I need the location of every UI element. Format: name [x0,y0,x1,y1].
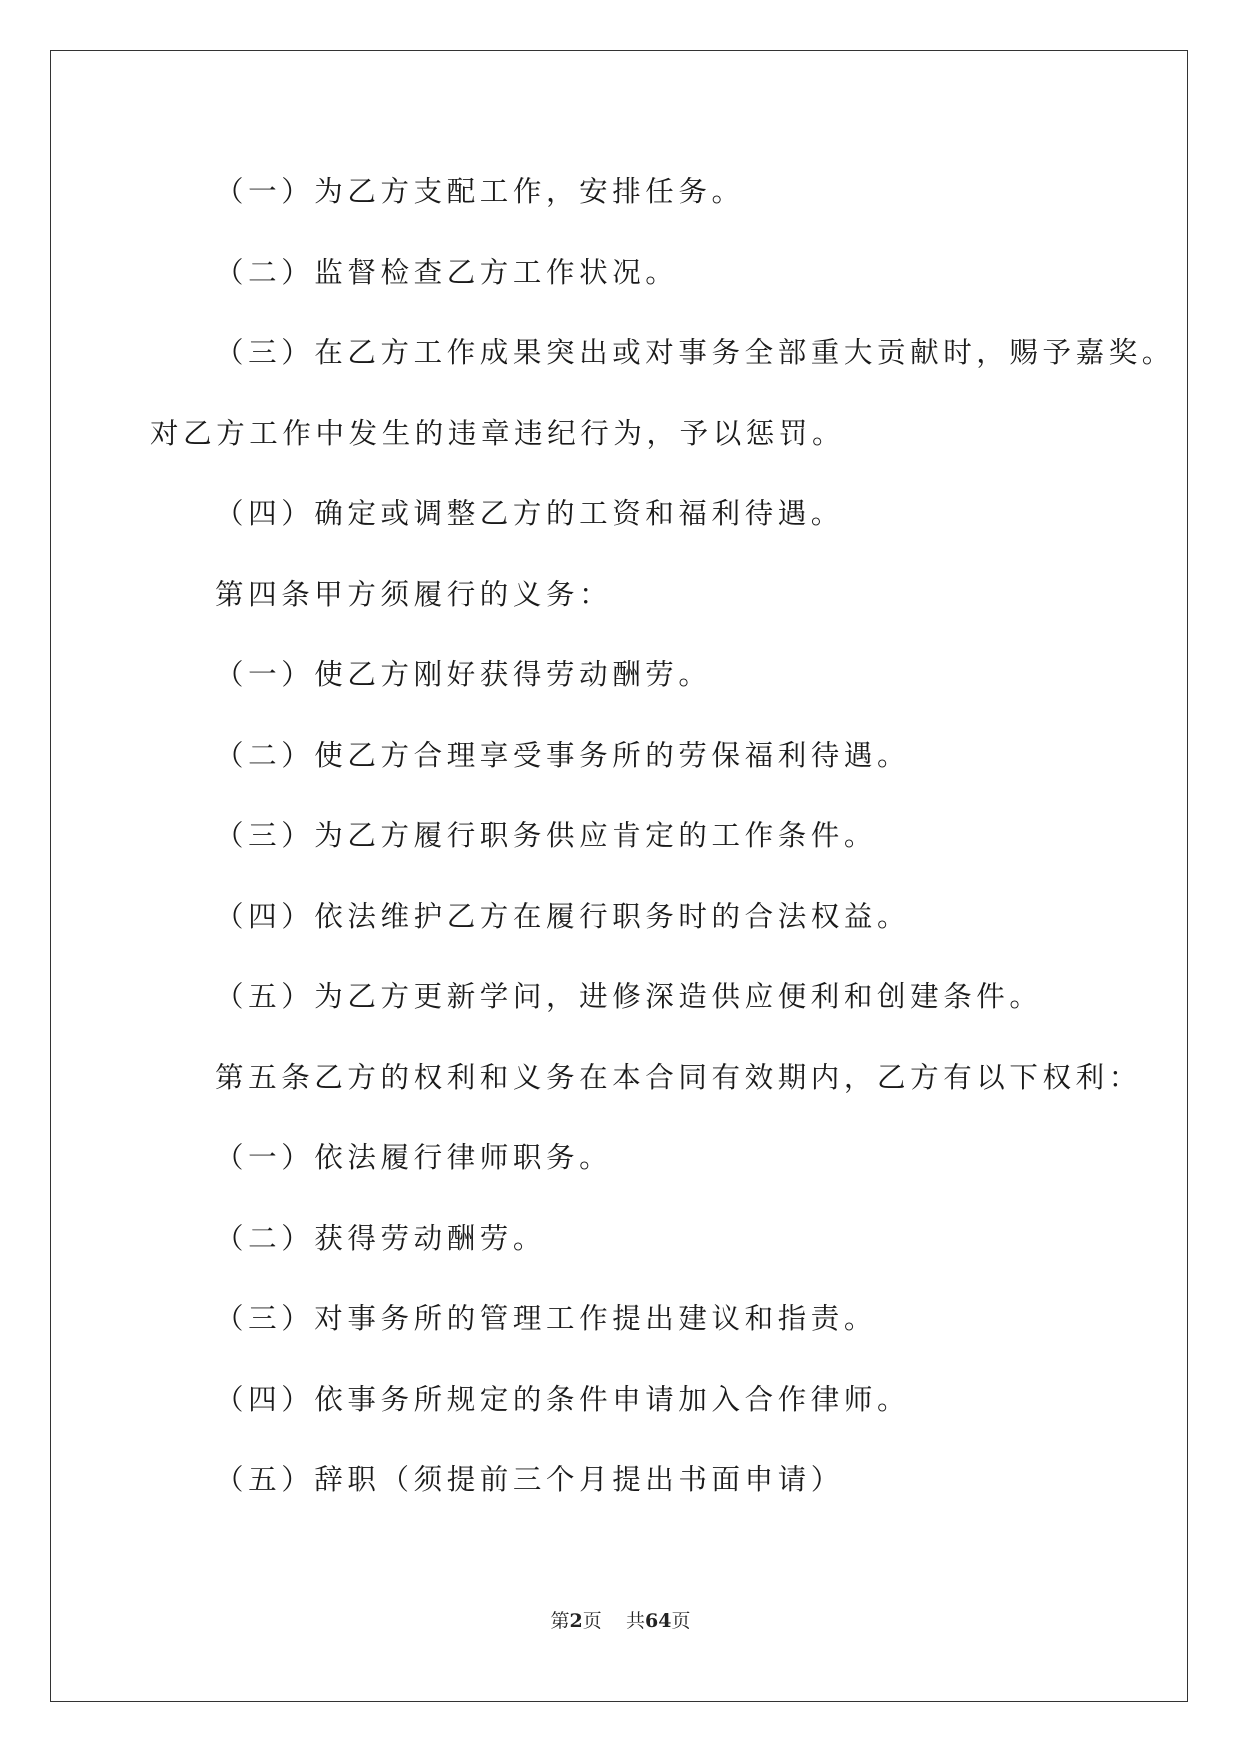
page-footer [0,1606,1241,1633]
paragraph-line: （三）在乙方工作成果突出或对事务全部重大贡献时，赐予嘉奖。 [215,336,1175,369]
paragraph-line: （四）依事务所规定的条件申请加入合作律师。 [215,1383,911,1416]
footer-prefix: 第 [550,1610,570,1632]
paragraph-line: （二）监督检查乙方工作状况。 [215,256,679,289]
article-heading: 第五条乙方的权利和义务在本合同有效期内，乙方有以下权利： [215,1061,1142,1094]
paragraph-line: （三）为乙方履行职务供应肯定的工作条件。 [215,819,878,852]
paragraph-line: （二）获得劳动酬劳。 [215,1222,547,1255]
footer-total-suffix: 页 [671,1610,691,1632]
footer-page-suffix: 页 [582,1610,602,1632]
paragraph-line: （三）对事务所的管理工作提出建议和指责。 [215,1302,878,1335]
paragraph-line: （一）使乙方刚好获得劳动酬劳。 [215,658,712,691]
paragraph-line: （一）为乙方支配工作，安排任务。 [215,175,745,208]
current-page-number: 2 [569,1610,583,1632]
paragraph-line: （四）确定或调整乙方的工资和福利待遇。 [215,497,844,530]
paragraph-line: （五）为乙方更新学问，进修深造供应便利和创建条件。 [215,980,1043,1013]
paragraph-line: 对乙方工作中发生的违章违纪行为，予以惩罚。 [150,417,846,450]
paragraph-line: （一）依法履行律师职务。 [215,1141,613,1174]
article-heading: 第四条甲方须履行的义务： [215,578,613,611]
paragraph-line: （二）使乙方合理享受事务所的劳保福利待遇。 [215,739,911,772]
footer-total-prefix: 共 [625,1610,645,1632]
total-page-count: 64 [644,1610,672,1632]
paragraph-line: （五）辞职（须提前三个月提出书面申请） [215,1463,844,1496]
paragraph-line: （四）依法维护乙方在履行职务时的合法权益。 [215,900,911,933]
